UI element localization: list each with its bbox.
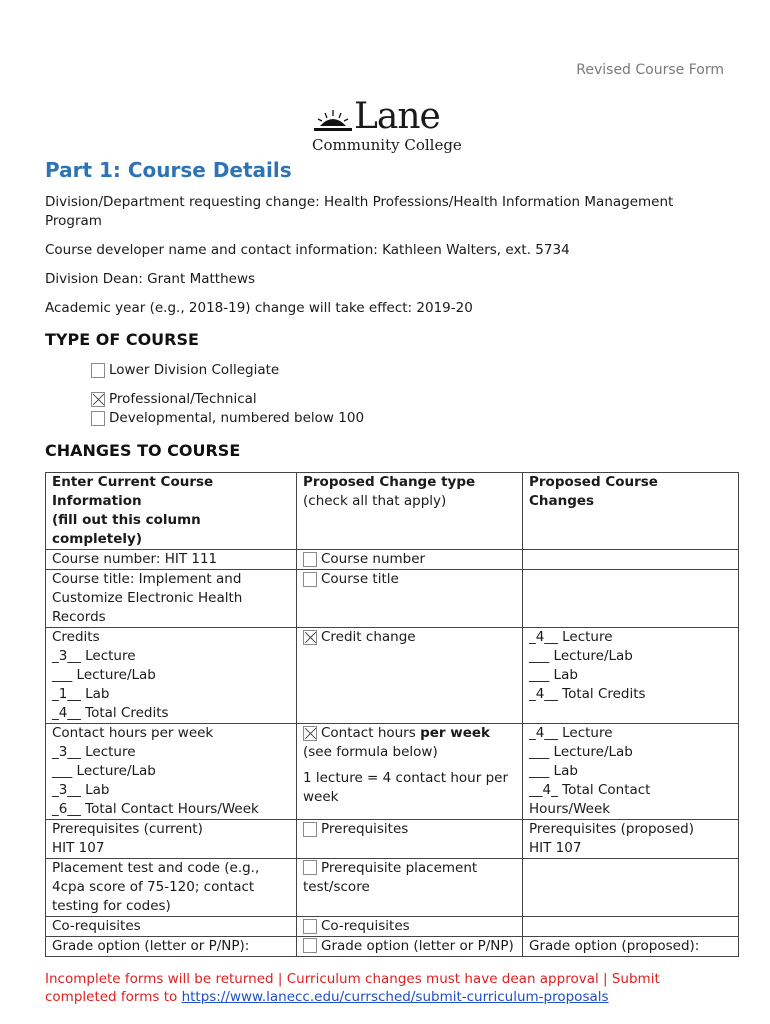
proposed-credits[interactable]: _4__ Lecture ___ Lecture/Lab ___ Lab _4__ Total Credits bbox=[523, 628, 739, 724]
current-course-number: Course number: HIT 111 bbox=[46, 550, 297, 570]
developer-line: Course developer name and contact information: Kathleen Walters, ext. 5734 bbox=[45, 242, 570, 258]
proposed-corequisites[interactable] bbox=[523, 917, 739, 937]
formula-note: (see formula below) bbox=[303, 744, 438, 760]
submit-proposals-link[interactable]: https://www.lanecc.edu/currsched/submit-curriculum-proposals bbox=[181, 989, 609, 1005]
change-contact-hours[interactable]: Contact hours per week bbox=[303, 724, 516, 743]
table-row-credits bbox=[46, 628, 739, 724]
change-course-title[interactable]: Course title bbox=[303, 570, 516, 589]
checkbox-unchecked[interactable] bbox=[303, 919, 317, 934]
table-row-grade-option bbox=[46, 937, 739, 957]
proposed-course-number[interactable] bbox=[523, 550, 739, 570]
part-title: Part 1: Course Details bbox=[45, 158, 292, 182]
option-lower-division[interactable] bbox=[91, 362, 279, 378]
option-label: Developmental, numbered below 100 bbox=[109, 410, 365, 426]
current-grade-option: Grade option (letter or P/NP): bbox=[46, 937, 297, 957]
footer-text: Incomplete forms will be returned | Curriculum changes must have dean approval | Submit completed forms to bbox=[45, 971, 660, 1005]
formula-text: 1 lecture = 4 contact hour per week bbox=[303, 770, 508, 805]
lane-logo bbox=[310, 96, 470, 160]
checkbox-unchecked[interactable] bbox=[303, 860, 317, 875]
form-name-header: Revised Course Form bbox=[576, 62, 724, 78]
academic-year-line: Academic year (e.g., 2018-19) change will take effect: 2019-20 bbox=[45, 300, 473, 316]
table-row-contact-hours bbox=[46, 724, 739, 820]
table-row-corequisites bbox=[46, 917, 739, 937]
type-of-course-heading: TYPE OF COURSE bbox=[45, 330, 199, 349]
table-row-prerequisites bbox=[46, 820, 739, 859]
current-prerequisites: Prerequisites (current) HIT 107 bbox=[46, 820, 297, 859]
checkbox-unchecked[interactable] bbox=[303, 552, 317, 567]
option-developmental[interactable] bbox=[91, 410, 364, 426]
checkbox-unchecked[interactable] bbox=[303, 822, 317, 837]
checkbox-unchecked[interactable] bbox=[303, 572, 317, 587]
sunrise-logo-icon bbox=[312, 106, 354, 132]
header-change-type: Proposed Change type (check all that apply) bbox=[297, 473, 523, 550]
option-label: Lower Division Collegiate bbox=[109, 362, 280, 378]
checkbox-unchecked[interactable] bbox=[91, 411, 105, 426]
logo-lane-text: Lane bbox=[354, 96, 440, 137]
checkbox-unchecked[interactable] bbox=[303, 938, 317, 953]
current-credits: Credits _3__ Lecture ___ Lecture/Lab _1__ Lab _4__ Total Credits bbox=[46, 628, 297, 724]
table-row-course-title bbox=[46, 570, 739, 628]
current-corequisites: Co-requisites bbox=[46, 917, 297, 937]
changes-table bbox=[45, 472, 739, 957]
table-row-placement bbox=[46, 859, 739, 917]
current-contact-hours: Contact hours per week _3__ Lecture ___ Lecture/Lab _3__ Lab _6__ Total Contact Hours/Week bbox=[46, 724, 297, 820]
option-label: Professional/Technical bbox=[109, 391, 257, 407]
proposed-contact-hours[interactable]: _4__ Lecture ___ Lecture/Lab ___ Lab __4_ Total Contact Hours/Week bbox=[523, 724, 739, 820]
proposed-course-title[interactable] bbox=[523, 570, 739, 628]
proposed-placement[interactable] bbox=[523, 859, 739, 917]
logo-subtitle: Community College bbox=[312, 136, 462, 154]
checkbox-unchecked[interactable] bbox=[91, 363, 105, 378]
dean-line: Division Dean: Grant Matthews bbox=[45, 271, 256, 287]
option-professional-technical[interactable] bbox=[91, 391, 257, 407]
division-line: Division/Department requesting change: Health Professions/Health Information Management Program bbox=[45, 194, 674, 229]
change-corequisites[interactable]: Co-requisites bbox=[303, 917, 516, 936]
changes-heading: CHANGES TO COURSE bbox=[45, 441, 241, 460]
header-proposed-changes: Proposed Course Changes bbox=[523, 473, 739, 550]
change-prerequisites[interactable]: Prerequisites bbox=[303, 820, 516, 839]
checkbox-checked[interactable] bbox=[91, 392, 105, 407]
proposed-grade-option[interactable]: Grade option (proposed): bbox=[523, 937, 739, 957]
table-header-row bbox=[46, 473, 739, 550]
checkbox-checked[interactable] bbox=[303, 630, 317, 645]
change-course-number[interactable]: Course number bbox=[303, 550, 516, 569]
header-current-info: Enter Current Course Information (fill out this column completely) bbox=[46, 473, 297, 550]
current-course-title: Course title: Implement and Customize Electronic Health Records bbox=[46, 570, 297, 628]
change-credit[interactable]: Credit change bbox=[303, 628, 516, 647]
change-grade-option[interactable]: Grade option (letter or P/NP) bbox=[303, 937, 516, 956]
table-row-course-number bbox=[46, 550, 739, 570]
footer-notice bbox=[45, 970, 725, 1006]
proposed-prerequisites[interactable]: Prerequisites (proposed) HIT 107 bbox=[523, 820, 739, 859]
change-placement[interactable]: Prerequisite placement test/score bbox=[303, 860, 478, 895]
checkbox-checked[interactable] bbox=[303, 726, 317, 741]
current-placement: Placement test and code (e.g., 4cpa score of 75-120; contact testing for codes) bbox=[46, 859, 297, 917]
